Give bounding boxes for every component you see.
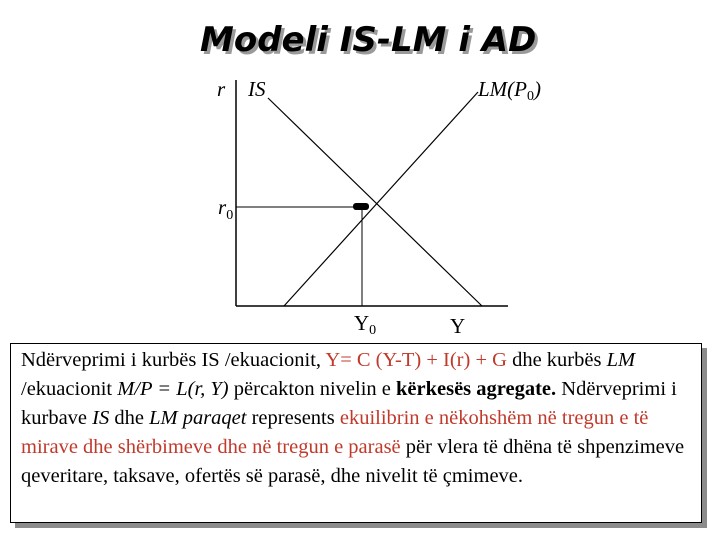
y0-label: Y0 — [354, 311, 377, 338]
text-p5: Ndërveprimi i kurbave — [21, 378, 677, 429]
text-p6: dhe — [109, 407, 150, 429]
text-p8: për vlera të dhëna të shpenzimeve qeveritare, taksave, ofertës së parasë, dhe nivelit të çmimeve. — [21, 436, 685, 487]
lm-label: LM(P0) — [478, 77, 541, 104]
text-p2: dhe kurbës — [506, 349, 607, 371]
slide-title: Modeli IS-LM i AD — [200, 20, 537, 60]
text-bold-aggregate-demand: kërkesës agregate. — [396, 378, 557, 400]
explanation-text-box — [10, 343, 702, 523]
equilibrium-point — [353, 203, 369, 210]
is-curve — [268, 98, 482, 306]
text-p3: /ekuacionit — [21, 378, 118, 400]
text-p4: përcakton nivelin e — [228, 378, 396, 400]
y-axis-label: r — [217, 77, 226, 101]
x-axis-label: Y — [450, 314, 466, 338]
lm-equation: M/P = L(r, Y) — [117, 378, 229, 400]
is-equation: Y= C (Y-T) + I(r) + G — [325, 349, 507, 371]
text-paraqet: paraqet — [177, 407, 247, 429]
text-is2: IS — [92, 407, 110, 429]
text-p7: represents — [246, 407, 340, 429]
text-lm2: LM — [149, 407, 178, 429]
text-p1: Ndërveprimi i kurbës IS /ekuacionit, — [21, 349, 326, 371]
text-lm: LM — [606, 349, 636, 371]
is-label: IS — [248, 77, 266, 101]
r0-label: $r_0$ — [218, 195, 234, 223]
text-equilibrium: ekuilibrin e nëkohshëm në tregun e të mirave dhe shërbimeve dhe në tregun e parasë — [21, 407, 649, 458]
